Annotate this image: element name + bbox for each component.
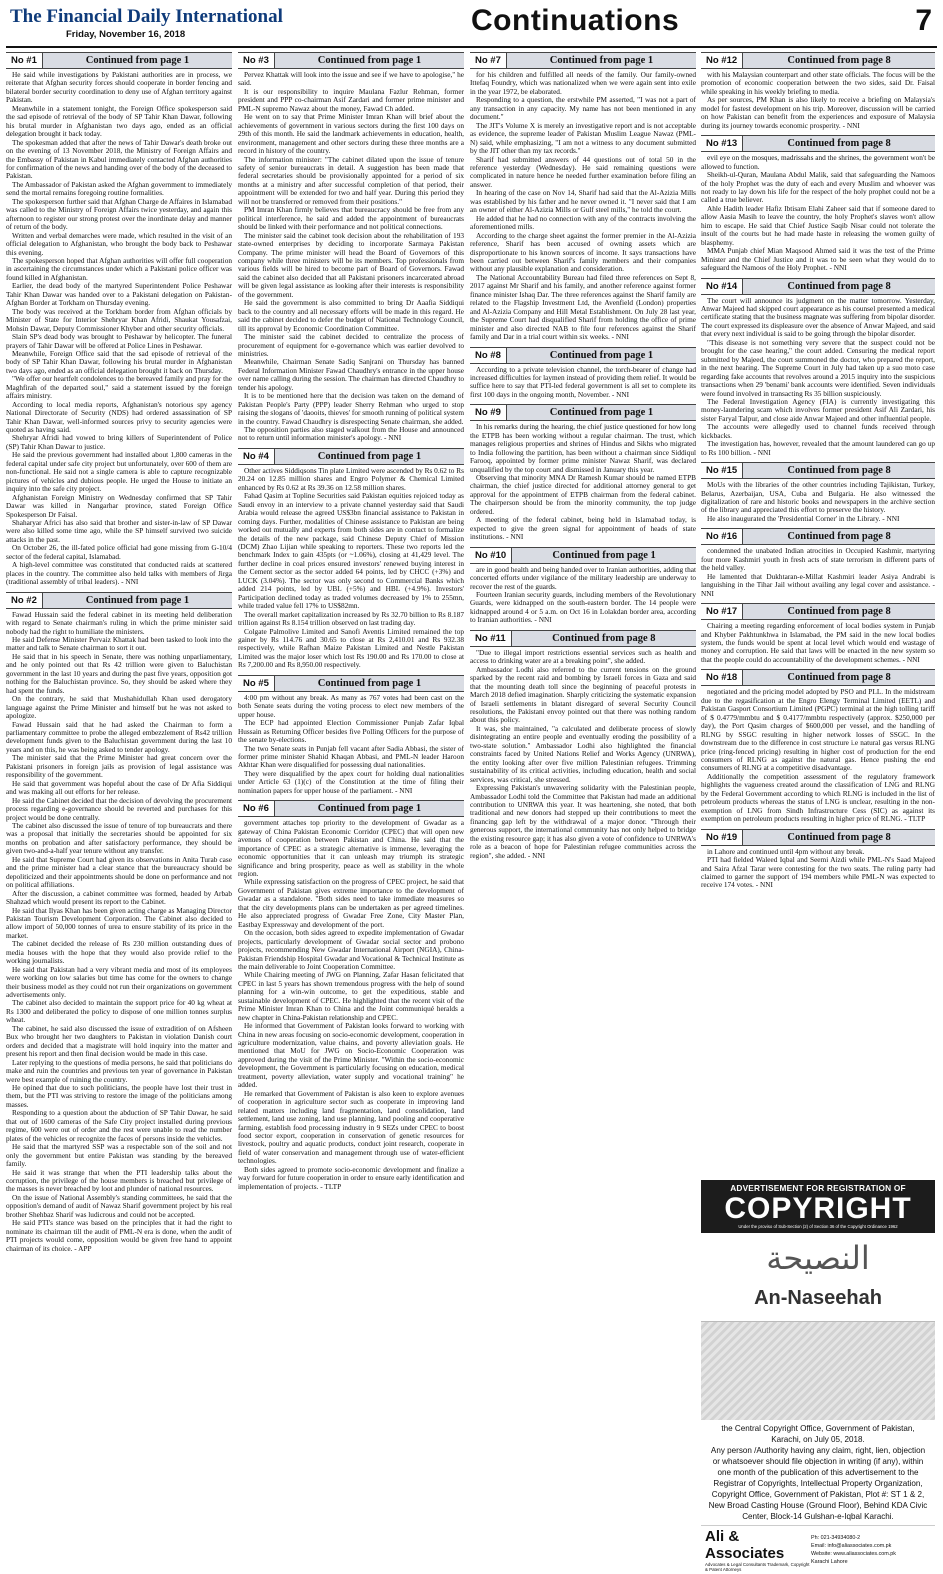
story-number: No #8 [470, 348, 507, 363]
story-paragraph: The cabinet decided the release of Rs 230 million outstanding dues of media houses with the hope that they would also provide relief to the working journalists. [6, 939, 232, 966]
story-paragraph: According to a private television channel, the torch-bearer of change had increased difficulties for laymen instead of providing them relief. It would be suffice here to say that PTI-led federal government is all set to complete its first 100 days in the ongoing month, November. - NNI [470, 364, 696, 399]
story-paragraph: The Ambassador of Pakistan asked the Afghan government to immediately send the mortal remains foregoing routine formalities. [6, 179, 232, 198]
story-9 [470, 404, 696, 541]
story-continuation-title: Continued from page 1 [317, 450, 422, 462]
story-paragraph: He said while investigations by Pakistani authorities are in process, we reiterate that Afghan security forces should cooperate in border fencing and bilateral border security coordination to deny use of Afghan territory against Pakistan. [6, 70, 232, 105]
story-3 [238, 52, 464, 443]
story-number: No #3 [238, 53, 275, 68]
story-paragraph: He said the Cabinet decided that the decision of devolving the procurement process regarding e-governance should be reverted and purchases for this project would be done centrally. [6, 795, 232, 822]
ad-notice-line-2: Any person /Authority having any claim, right, lien, objection or whatsoever should file objection in writing (if any), within one month of the publication of this advertisement to the Registrar of Copyrights, Intellectual Property Organization, Copyright Office, Government of Pakistan, Plot #: ST 1 & 2, New Broad Casting House (Ground Floor), Behind KDA Civic Center, Block-14 Gulshan-e-Iqbal Karachi. [708, 1446, 928, 1521]
story-paragraph: Sharif had submitted answers of 44 questions out of total 50 in the reference yesterday (Wednesday). He said remaining questions were complicated in nature hence he needed further examination before filing an answer. [470, 154, 696, 189]
law-firm-tagline: Advocates & Legal Consultants Trademark, Copyright & Patent Attorneys [705, 1562, 810, 1572]
story-continuation-title: Continued from page 8 [787, 280, 891, 292]
story-paragraph: "We offer our heartfelt condolences to the bereaved family and pray for the Maghfirah of the departed soul," said a statement issued by the foreign affairs ministry. [6, 374, 232, 401]
story-paragraph: negotiated and the pricing model adopted by PSO and PLL. In the midstream due to the regasification at the Engro Elengy Terminal Limited (EETL) and Pakistan Gasport Consortium Limited (PGPC) terminal at the high tolling tariff of $ 0.4779/mmbtu and $ 0.4177/mmbtu respectively (approx. $250,000 per day), the Port Qasim charges of $600,000 per vessel, and the handling of RLNG by SSGC resulting in higher network losses of SSGC. In the downstream due to the difference in cost structure i.e natural gas versus RLNG price (ring-fenced pricing) resulting in higher cost of production for the end consumers of RLNG as against the natural gas. Hence pushing the end consumers of RLNG at a competitive disadvantage. [701, 687, 935, 773]
column-3 [470, 52, 696, 1550]
story-paragraph: Later replying to the questions of media persons, he said that politicians do make and ruin the countries and previous ten year of governance in Pakistan were best example of ruining the country. [6, 1057, 232, 1084]
story-paragraph: While expressing satisfaction on the progress of CPEC project, he said that Government of Pakistan gives extreme importance to the development of Gwadar as a standalone. "Both sides need to take immediate measures so that the city developments plans can be undertaken as per agreed timelines. He also appreciated progress of Gwadar Free Zone, City Master Plan, Eastbay Expressway and development of the port. [238, 877, 464, 929]
story-paragraph: Responding to a question, the erstwhile PM asserted, "I was not a part of any transaction in any capacity. My name has not been mentioned in any document." [470, 95, 696, 122]
story-paragraph: The investigation has, however, revealed that the amount laundered can go up to Rs 100 billion. - NNI [701, 439, 935, 457]
story-header [238, 800, 464, 817]
story-paragraph: The Federal Investigation Agency (FIA) is currently investigating this money-laundering scam which involves former president Asif Ali Zardari, his sister Faryal Talpur, and close aide Anwar Majeed and other influential people. [701, 396, 935, 423]
story-continuation-title: Continued from page 1 [549, 55, 654, 66]
story-continuation-title: Continued from page 8 [787, 55, 891, 66]
story-4 [238, 448, 464, 670]
story-14 [701, 278, 935, 458]
story-number: No #4 [238, 449, 275, 464]
story-paragraph: It was, she maintained, "a calculated and deliberate process of slowly disintegrating an entire people and eventually eroding the possibility of a two-state solution." Ambassador Lodhi also highlighted the financial constraints faced by United Nations Relief and Works Agency (UNRWA), the entity looking after over five million Palestinian refugees. Trimming sustainability of its critical activities, including education, health and social services, was critical, she stressed. [470, 723, 696, 784]
story-header [701, 135, 935, 152]
story-15 [701, 462, 935, 523]
story-number: No #1 [6, 53, 43, 68]
story-continuation-title: Continued from page 1 [549, 349, 654, 361]
story-paragraph: He added that he had no connection with any of the contracts involving the aforementioned mills. [470, 213, 696, 232]
story-paragraph: Meanwhile in a statement tonight, the Foreign Office spokesperson said the sad episode of retrieval of the body of SP Tahir Khan Dawar, following his brutal murder in Afghanistan two days ago, ended as an official delegation brought it back today. [6, 103, 232, 139]
story-continuation-title: Continued from page 1 [85, 594, 190, 606]
ad-notice-line-1: the Central Copyright Office, Government of Pakistan, Karachi, on July 05, 2018. [721, 1424, 915, 1444]
story-paragraph: He said the previous government had installed about 1,800 cameras in the federal capital under safe city project but unfortunately, over 600 of them are non-functional. He said not a single camera is able to capture recognizable pictures of vehicles and dubious people. He urged the House to initiate an inquiry into the safe city project. [6, 450, 232, 494]
story-paragraph: "This disease is not something very severe that the suspect could not be brought for the case hearing," the court added. Censuring the medical report submitted by Majeed, the court summoned the doctor, who prepared the report, in the next hearing. The Supreme Court in July had taken up a suo moto case regarding fake accounts that revolves around a 2015 inquiry into the suspicious transactions when 29 'benami' bank accounts were identified. Seven individuals were found involved in transacting Rs 35 billion suspiciously. [701, 337, 935, 398]
story-header [701, 669, 935, 686]
story-8 [470, 347, 696, 400]
story-paragraph: Fawad Hussain said the federal cabinet in its meeting held deliberation with regard to Senate chairman's ruling in which the prime minister said nobody had the right to humiliate the ministers. [6, 609, 232, 636]
story-paragraph: Responding to a question about the abduction of SP Tahir Dawar, he said that out of 1600 cameras of the Safe City project installed during previous regime, 600 were out of order and the rest were unable to read the number plates of the vehicles or recognize the faces of persons inside the vehicles. [6, 1108, 232, 1143]
story-header [470, 404, 696, 421]
story-number: No #14 [701, 279, 743, 294]
story-paragraph: He informed that Government of Pakistan looks forward to working with China in new areas focusing on socio-economic development, cooperation in agriculture modernization, value chains, and poverty alleviation goals. He mentioned that MoU for JWG on Socio-Economic Cooperation was approved during the visit of the Prime Minister. "Within the socio-economic development, the Government is particularly focusing on education, medical treatment, poverty alleviation, water supply and vocational training" he added. [238, 1021, 464, 1090]
story-header [701, 603, 935, 620]
story-paragraph: It is our responsibility to inquire Maulana Fazlur Rehman, former president and PPP co-chairman Asif Zardari and former prime minister and PML-N supremo Nawaz about the money, Fawad Ch added. [238, 86, 464, 113]
story-paragraph: The accounts were allegedly used to channel funds received through kickbacks. [701, 422, 935, 440]
story-number: No #2 [6, 593, 43, 608]
story-11 [470, 630, 696, 860]
story-paragraph: He said that Pakistan had a very vibrant media and most of its employees were working on low salaries but time has come for the owners to change their business model as they could not run their organizations on government advertisements only. [6, 964, 232, 1000]
story-number: No #5 [238, 676, 275, 691]
story-number: No #16 [701, 529, 743, 544]
contact-website: Website: www.aliassociates.com.pk [811, 1551, 896, 1557]
law-firm-name: Ali & Associates [705, 1528, 785, 1562]
story-paragraph: Additionally the competition assessment of the regulatory framework highlights the vagueness created around the classification of LNG and RLNG by the Federal Government according to which RLNG is included in the list of petroleum products whereas the status of LNG is unclear, resulting in the non-exemption of LNG from Sindh Infrastructure Cess (SIC) as against its exemption on petroleum products resulting in higher price of RLNG. - TLTP [701, 771, 935, 824]
story-2 [6, 592, 232, 1253]
story-continuation-title: Continued from page 1 [317, 55, 422, 66]
story-paragraph: PM Imran Khan firmly believes that bureaucracy should be free from any political interference, he said and added the appointment of bureaucrats should be linked with their performance and not political connections. [238, 205, 464, 232]
story-16 [701, 528, 935, 598]
story-paragraph: The overall market capitalization increased by Rs 32.70 billion to Rs 8.187 trillion against Rs 8.154 trillion observed on last trading day. [238, 609, 464, 628]
story-paragraph: In hearing of the case on Nov 14, Sharif had said that the Al-Azizia Mills was established by his father and he never owned it. "I never said that I am an owner of either Al-Azizia Mills or Gulf steel mills," he told the court. [470, 188, 696, 215]
story-paragraph: He went on to say that Prime Minister Imran Khan will brief about the achievements of government in various sectors during the first 100 days on 29th of this month. He said the landmark achievements in education, health, environment, management and other sectors during these three months are a record in history of the country. [238, 112, 464, 156]
story-paragraph: The cabinet, he said also discussed the issue of extradition of on Afsheen Bux who brought her two daughters to Pakistan in violation Danish court orders and decided that a magistrate will hold inquiry into the matter and present his report and then final decision would be made in this case. [6, 1023, 232, 1059]
ad-footer [701, 1525, 935, 1574]
story-number: No #18 [701, 670, 743, 685]
story-number: No #13 [701, 136, 743, 151]
column-2 [238, 52, 464, 1550]
story-paragraph: Meanwhile, Foreign Office said that the sad episode of retrieval of the body of SP Tahir Khan Dawar, following his brutal murder in Afghanistan two days ago, ended as an official delegation brought it back on Thursday. [6, 348, 232, 375]
story-18 [701, 669, 935, 823]
story-paragraph: Colgate Palmolive Limited and Sanofi Aventis Limited remained the top gainer by Rs 114.76 and 30.65 to close at Rs 2,410.01 and Rs 932.38 respectively, while Rafhan Maize Pakistan Limited and Nestle Pakistan Limited was the major loser which lost Rs 190.00 and Rs 170.00 to close at Rs 7,200.00 and Rs 8,950.00 respectively. [238, 626, 464, 670]
story-6 [238, 800, 464, 1191]
story-paragraph: in Lahore and continued until 4pm without any break. [707, 846, 865, 856]
story-paragraph: for his children and fulfilled all needs of the family. Our family-owned Ittefaq Foundry, which was nationalized when we were again sent into exile in the year 1972, be elaborated. [470, 70, 696, 96]
story-continuation-title: Continued from page 1 [317, 803, 422, 815]
masthead [6, 4, 938, 46]
story-paragraph: On the occasion, both sides agreed to expedite implementation of Gwadar projects, particularly development of Gwadar social sector and probono projects, recommending New Gwadar International Airport (NGIA), China-Pakistan Friendship Hospital Gwadar and Vocational & Technical Institute as the main deliverable to Joint Cooperation Committee. [238, 928, 464, 971]
story-paragraph: The cabinet also decided to maintain the support price for 40 kg wheat at Rs 1300 and deliberated the policy to dispose of one million tonnes surplus wheat. [6, 998, 232, 1025]
story-paragraph: He said that Ilyas Khan has been given acting charge as Managing Director Pakistan Tourism Development Corporation. The Cabinet also decided to allow import of 50,000 tonnes of urea to ensure stability of its price in the market. [6, 905, 232, 940]
story-paragraph: Pervez Khattak will look into the issue and see if we have to apologise," he said. [238, 70, 464, 88]
story-continuation-title: Continued from page 8 [787, 138, 891, 150]
story-paragraph: Shaharyar Africi has also said that brother and sister-in-law of SP Dawar were also killed some time ago, while the SP himself survived two suicide attacks in the past. [6, 518, 232, 544]
story-header [238, 448, 464, 465]
page-number: 7 [915, 4, 932, 37]
story-paragraph: He said that Supreme Court had given its observations in Anita Turab case and the prime minister had a clear stance that the bureaucracy should be depoliticized and their appointments should be done on performance and not on political affiliations. [6, 854, 232, 890]
story-header [701, 829, 935, 846]
story-paragraph: The cabinet also discussed the issue of tenure of top bureaucrats and there was a proposal that initially the secretaries should be appointed for six months on probation and after satisfactory performance, they should be given two-and-a-half year tenure without any transfer. [6, 820, 232, 856]
story-header [6, 52, 232, 69]
story-continuation-title: Continued from page 8 [787, 831, 891, 843]
story-continuation-title: Continued from page 8 [787, 672, 891, 684]
story-paragraph: It is to be mentioned here that the decision was taken on the demand of Pakistan People's Party (PPP) leader Sherry Rehman who urged to stop raising the slogans of 'daooits, thieves' for smooth running of political system in the country. Fawad Chaudhry is disrespecting Senate chairman, she added. [238, 391, 464, 426]
story-paragraph: He said the government is also committed to bring Dr Aaafia Siddiqui back to the country and all necessary efforts will be made in this regard. He said the cabinet decided to defer the budget of National Technology Council, till its approval by Economic Coordination Committee. [238, 298, 464, 333]
story-paragraph: Earlier, the dead body of the martyred Superintendent Police Peshawar Tahir Khan Dawar was handed over to a Pakistani delegation on Pakistan-Afghan Border at Torkham on Thursday evening. [6, 281, 232, 308]
story-paragraph: He said Defense Minister Pervaiz Khattak had been tasked to look into the matter and talk to Senate chairman to sort it out. [6, 635, 232, 653]
story-paragraph: Afghanistan Foreign Ministry on Wednesday confirmed that SP Tahir Dawar was killed in Nangarhar province, stated Foreign Office Spokesperson Dr Faisal. [6, 492, 232, 519]
story-paragraph: MMA Punjab chief Mian Maqsood Ahmed said it was the test of the Prime Minister and the Chief Justice and it was to be seen what they would do to safeguard the Namoos of the Holy Prophet. - NNI [701, 246, 935, 273]
story-paragraph: According to local media reports, Afghanistan's notorious spy agency National Directorate of Security (NDS) had ordered assassination of SP Tahir Khan Dawar, well-informed sources privy to security agencies were quoted as having said. [6, 399, 232, 435]
story-paragraph: "Due to illegal import restrictions essential services such as health and access to drinking water are at a breaking point", she added. [470, 647, 696, 666]
story-paragraph: The spokesman added that after the news of Tahir Dawar's death broke out on the evening of 13 November 2018, the Ministry of Foreign Affairs and the Embassy of Pakistan in Kabul immediately contacted Afghan authorities for confirmation of the news and handing over of the body of the deceased to Pakistan. [6, 137, 232, 181]
story-paragraph: After the discussion, a cabinet committee was formed, headed by Arbab Shahzad which would present its report to the Cabinet. [6, 888, 232, 907]
story-paragraph: condemned the unabated Indian atrocities in Occupied Kashmir, martyring four more Kashmiri youth in fresh acts of state terrorism in different parts of the held valley. [701, 546, 935, 573]
story-12 [701, 52, 935, 130]
law-firm-contact [811, 1534, 931, 1566]
story-paragraph: Other actives Siddiqsons Tin plate Limited were ascended by Rs 0.62 to Rs 20.24 on 12.85 million shares and Engro Polymer & Chemical Limited enhanced by Rs 0.62 at Rs 39.36 on 12.58 million shares. [238, 465, 464, 492]
story-header [701, 528, 935, 545]
story-paragraph: Ahle Hadith leader Hafiz Ibtisam Elahi Zaheer said that if someone dared to allow Aasia Masih to leave the country, the holy Prophet's slaves won't allow him to escape. He said that Chief Justice Saqib Nisar could not tolerate the insult of the courts but he had made haste in releasing the women guilty of blasphemy. [701, 203, 935, 247]
column-1 [6, 52, 232, 1550]
contact-phone: Ph: 021-34934080-2 [811, 1535, 861, 1541]
story-paragraph: PTI had fielded Waleed Iqbal and Seemi Aizdi while PML-N's Saad Majeed and Saira Afzal Tarar were contesting for the two seats. The ruling party had claimed to garner the support of 194 members while PML-N was expected to receive 174 votes. - NNI [701, 855, 935, 890]
ad-notice-text [701, 1420, 935, 1525]
story-paragraph: He said PTI's stance was based on the principles that it had the right to nominate its chairman till the audit of PML-N era is done, when the audit of PTI projects would come, opposition would be given free hand to appoint chairman of its choice. - APP [6, 1218, 232, 1253]
story-paragraph: 4:00 pm without any break. As many as 767 votes had been cast on the both Senate seats during the voting process to elect new members of the upper house. [238, 692, 464, 719]
section-title: Continuations [471, 4, 680, 37]
story-header [238, 52, 464, 69]
story-header [470, 630, 696, 647]
story-paragraph: The National Accountability Bureau had filed three references on Sept 8, 2017 against Mr Sharif and his family, and another reference against former finance minister Ishaq Dar. The three references against the Sharif family are related to the Flagship Investment Ltd, the Avenfield (London) properties and Al-Azizia Company and Hill Metal Establishment. On July 28 last year, the Supreme Court had disqualified Sharif from holding the office of prime minister and also directed NAB to file four references against the Sharif family and Dar in a trial court within six weeks. - NNI [470, 272, 696, 342]
newspaper-name: The Financial Daily International [10, 6, 283, 27]
story-paragraph: The information minister: "The cabinet dilated upon the issue of tenure safety of senior bureaucrats in detail. A suggestion has been made that federal secretaries should be provisionally appointed for a period of six months at a ministry and after successful completion of that period, their appointment will be extended for two and half year. During this period they will not be transferred or removed from their positions." [238, 154, 464, 206]
contact-cities: Karachi Lahore [811, 1559, 848, 1565]
story-header [6, 592, 232, 609]
story-paragraph: He said that the martyred SSP was a respectable son of the soil and not only the government but entire Pakistan was standing by the bereaved family. [6, 1142, 232, 1169]
contact-email: Email: info@aliassociates.com.pk [811, 1543, 892, 1549]
story-paragraph: The body was received at the Torkham border from Afghan officials by Minister of State for Interior Shehryar Khan Afridi, Shaukat Yousafzai, Mohsin Dawar, Deputy Commissioner Khyber and other security officials. [6, 306, 232, 333]
story-paragraph: On the issue of National Assembly's standing committees, he said that the opposition's demand of audit of Nawaz Sharif government project by his real brother Shehbaz Sharif was ludicrous and could not be accepted. [6, 1192, 232, 1219]
story-continuation-title: Continued from page 8 [787, 465, 891, 477]
story-continuation-title: Continued from page 1 [85, 55, 190, 66]
story-paragraph: He lamented that Dukhtaran-e-Millat Kashmiri leader Asiya Andrabi is languishing in the Tihar Jail without availing any legal cover and assistance. - NNI [701, 571, 935, 598]
story-number: No #9 [470, 405, 507, 420]
story-paragraph: Fahad Qasim at Topline Securities said Pakistan equities rejoiced today as Saudi envoy in an interview to a private channel yesterday said that Saudi Arabia would release the agreed US$3bn financial assistance to Pakistan in coming days. Further, modalities of Chinese assistance to Pakistan are being worked out mutually and experts from both sides are in contact to formalize the details of the new package, said Chinese Deputy Chief of Mission (DCM) Zhao Lijian while speaking to reporters. These two reports led the benchmark Index to gain 435pts (or ~1.06%), closing at 41,429 level. The further decline in coal prices ensured investors' renewed buying interest in the Cement sector as the sector added 64 points, led by CHCC (+3%) and LUCK (3.04%). The sector was only second to Commercial Banks which added 214 points, led by UBL (+5%) and HBL (+4.9%). Investors' Participation declined today as traded volumes decreased by 1% to 255mn, while traded value fell 17% to US$82mn. [238, 491, 464, 611]
an-naseehah-logo [701, 1233, 935, 1322]
story-continuation-title: Continued from page 1 [549, 407, 654, 419]
story-7 [470, 52, 696, 342]
story-paragraph: They were disqualified by the apex court for holding dual nationalities under Article 63 (1)(c) of the Constitution at the time of filing their nomination papers for upper house of the parliament. - NNI [238, 768, 464, 795]
story-paragraph: Fawad Hussain said that he had asked the Chairman to form a parliamentary committee to probe the alleged embezzlement of Rs42 trillion development funds given to the Baluchistan government during the last 10 years and on this, he was being asked to tender apology. [6, 719, 232, 754]
story-paragraph: According to the charge sheet against the former premier in the Al-Azizia reference, Sharif has been accused of owning assets which are disproportionate to his known sources of income. It says transactions have been carried out between Sharif's family members and their companies without any plausible explanation and consideration. [470, 230, 696, 274]
story-paragraph: While Chairing meeting of JWG on Planning, Zafar Hasan felicitated that CPEC in last 5 years has shown tremendous progress with the help of sound planning for a win-win outcome, to get the expeditious, stable and sustainable development of CPEC. He highlighted that the recent visit of the Prime Minister Imran Khan to China and the Joint communiqué heralds a new chapter in China-Pakistan relationship and CPEC. [238, 970, 464, 1022]
story-continuation-title: Continued from page 8 [787, 531, 891, 543]
story-paragraph: Expressing Pakistan's unwavering solidarity with the Palestinian people, Ambassador Lodhi told the Committee that Pakistan had made an additional contribution to UNRWA this year. It was heartening, she noted, that both traditional and new donors had stepped up their contributions to meet the financing gap left by the withdrawal of a major donor. "Through their generous support, the international community has not only helped to bridge the existing resource gap; it has also given a vote of confidence to UNRWA's role as a beacon of hope for Palestinian refugee communities across the region", she added. - NNI [470, 783, 696, 860]
story-continuation-title: Continued from page 1 [317, 677, 422, 689]
ad-pattern-area [701, 1322, 935, 1420]
ad-banner-subtitle: Under the proviso of Sub-Section (2) of Section 36 of the Copyright Ordinance 1962 [738, 1224, 898, 1229]
ad-banner [701, 1180, 935, 1233]
story-number: No #7 [470, 53, 507, 68]
story-paragraph: Shehryar Afridi had vowed to bring killers of Superintendent of Police (SP) Tahir Khan Dawar to justice. [6, 433, 232, 451]
story-paragraph: Sheikh-ul-Quran, Maulana Abdul Malik, said that safeguarding the Namoos of the holy Prophet was the duty of each and every Muslim and whoever was not ready to lay down his life for the respect of the holy prophet could not be a called a true believer. [701, 170, 935, 205]
story-paragraph: As per sources, PM Khan is also likely to receive a briefing on Malaysia's model for fastest development on his trip. Moreover, discussion will be carried on how Pakistan can benefit from the experiences and exposure of Malaysia during its journey towards economic prosperity. - NNI [701, 95, 935, 130]
story-paragraph: The ECP had appointed Election Commissioner Punjab Zafar Iqbal Hussain as Returning Officer besides five Polling Officers for the purpose of the senate by-elections. [238, 718, 464, 745]
story-paragraph: The opposition parties also staged walkout from the House and announced not to return until information minister's apology. - NNI [238, 425, 464, 443]
story-paragraph: He said it was strange that when the PTI leadership talks about the corruption, the privilege of the house members is breached but privilege of the masses is never breached by loot and plunder of national resources. [6, 1167, 232, 1194]
story-header [701, 278, 935, 295]
ad-banner-heading: ADVERTISEMENT FOR REGISTRATION OF [730, 1183, 906, 1193]
story-header [470, 52, 696, 69]
story-continuation-title: Continued from page 8 [787, 606, 891, 618]
story-paragraph: MoUs with the libraries of the other countries including Tajikistan, Turkey, Belarus, Azerbaijan, USA, Cuba and Bulgaria. He also witnessed the digitalization of rare and historic books and newspapers in the archive section of the library and appreciated this effort to preserve the history. [701, 480, 935, 515]
story-paragraph: Observing that minority MNA Dr Ramesh Kumar should be named ETPB chairman, the chief justice directed for additional attorney general to get approval for the appointment of ETPB chairman from the federal cabinet. The chairperson should be from the minority community, the top judge ordered. [470, 473, 696, 516]
story-number: No #6 [238, 801, 275, 816]
story-paragraph: He also inaugurated the 'Presidential Corner' in the Library. - NNI [707, 513, 900, 523]
logo-arabic-text: النصيحة [766, 1239, 870, 1277]
story-header [701, 52, 935, 69]
story-paragraph: The two Senate seats in Punjab fell vacant after Sadia Abbasi, the sister of former prime minister Shahid Khaqan Abbasi, and PML-N leader Haroon Akhtar Khan were disqualified for possessing dual nationalities. [238, 743, 464, 770]
story-paragraph: evil eye on the mosques, madrissahs and the shrines, the government won't be allowed to function. [701, 153, 935, 171]
story-paragraph: Slain SP's dead body was brought to Peshawar by helicopter. The funeral prayers of Tahir Dawar will be offered at Police Lines in Peshawar. [6, 332, 232, 350]
story-paragraph: On the contrary, he said that Mushahidullah Khan used derogatory language against the Prime Minister and himself but he was not asked to apologize. [6, 694, 232, 721]
story-13 [701, 135, 935, 272]
story-paragraph: The JIT's Volume X is merely an investigative report and is not acceptable as evidence, the supreme leader of Pakistan Muslim League Nawaz (PML-N) said, while emphasizing, "I am not a witness to any document submitted by the JIT other than my tax records." [470, 120, 696, 156]
story-paragraph: A meeting of the federal cabinet, being held in Islamabad today, is expected to give the green signal for appointment of heads of state institutions. - NNI [470, 515, 696, 542]
story-paragraph: The spokesperson further said that Afghan Charge de Affaires in Islamabad was called to the Ministry of Foreign Affairs twice yesterday, and again this afternoon to register our strong protest over the inordinate delay and manner of return of the body. [6, 196, 232, 232]
story-19 [701, 829, 935, 890]
story-paragraph: Fourteen Iranian security guards, including members of the Revolutionary Guards, were kidnapped on the south-eastern border. The 14 people were kidnapped around 4 or 5 a.m. on Oct 16 in Lolakdan border area, according to Iranian authorities. - NNI [470, 590, 696, 625]
story-5 [238, 675, 464, 795]
story-paragraph: He said that in his speech in Senate, there was nothing unparliamentary, and he only pointed out that Rs 42 trillion were given to Baluchistan government in the last 10 years and during the past five years, opposition got nothing for the Baluchistan province. So, they should be asked where they had spent the funds. [6, 651, 232, 695]
story-number: No #17 [701, 604, 743, 619]
story-10 [470, 547, 696, 625]
story-paragraph: Meanwhile, Chairman Senate Sadiq Sanjrani on Thursday has banned Federal Information Minister Fawad Chaudhry's entrance in the upper house over name calling during the session. The chairman has directed Chaudhry to tender his apology. [238, 357, 464, 392]
story-paragraph: The spokesperson hoped that Afghan authorities will offer full cooperation in ascertaining the circumstances under which a Pakistani police officer was found killed in Afghanistan. [6, 255, 232, 282]
story-paragraph: The minister said the cabinet took decision about the rehabilitation of 193 state-owned enterprises by deciding to incorporate Sarmaya Pakistan Company. The prime minister will head the Board of Governors of this company while three ministers will be its members. Top professionals from various fields will be hired to become part of Board of Governors. Fawad said the cabinet also decided that all Pakistani prisoners incarcerated abroad will be given legal assistance as looking after their interests is responsibility of the government. [238, 230, 464, 299]
story-paragraph: The minister said the cabinet decided to centralize the process of procurement of equipment for e-governance which was earlier devolved to ministries. [238, 332, 464, 358]
story-header [470, 347, 696, 364]
story-header [238, 675, 464, 692]
copyright-advertisement [701, 1180, 935, 1572]
masthead-rule [6, 46, 937, 48]
story-paragraph: He remarked that Government of Pakistan is also keen to explore avenues of cooperation in agriculture sector such as cooperate in improving land related matters including land fragmentation, land consolidation, land settlement, land use zoning, land use planning, land pooling and cooperative farming, establish food processing industry in 9 SEZs under CPEC to boost food sector export, cooperation in conservation of genetic resources for livestock, poultry and aquatic products, conduct joint research, cooperate in field of water conservation and management through use of water-efficient technologies. [238, 1088, 464, 1166]
story-number: No #15 [701, 463, 743, 478]
story-paragraph: are in good health and being handed over to Iranian authorities, adding that concerted efforts under vigilance of the military leadership are underway to recover the rest of the guards. [470, 564, 696, 591]
story-paragraph: On October 26, the ill-fated police official had gone missing from G-10/4 sector of the federal capital, Islamabad. [6, 543, 232, 561]
story-number: No #19 [701, 830, 743, 845]
story-1 [6, 52, 232, 587]
story-paragraph: Both sides agreed to promote socio-economic development and finalize a way forward for future cooperation in order to ensure early identification and implementation of projects. - TLTP [238, 1164, 464, 1191]
story-paragraph: A high-level committee was constituted that conducted raids at scattered places in the country. The committee also held talks with members of Jirga (traditional assembly of tribal leaders). - NNI [6, 560, 232, 587]
story-paragraph: Ambassador Lodhi also referred to the current tensions on the ground sparked by the recent raid and bombing by Israeli forces in Gaza and said that the mounting death toll since the beginning of peaceful protests in March 2018 defied imagination. Sharply criticizing the systematic expansion of Israeli settlements in blatant disregard of several Security Council resolutions, the Pakistani envoy pointed out that there was nothing random about this policy. [470, 664, 696, 725]
story-paragraph: Written and verbal demarches were made, which resulted in the visit of an official delegation to Afghanistan, who brought the body back to Peshawar this evening. [6, 230, 232, 257]
story-paragraph: In his remarks during the hearing, the chief justice questioned for how long the ETPB has been working without a regular chairman. The trust, which manages religious properties and shrines of Hindus and Sikhs who migrated to India following the partition, has been without a chairman since Siddiqul Farooq, appointed by former prime minister Nawaz Sharif, was declared unqualified by the top court and dismissed in January this year. [470, 422, 696, 474]
story-paragraph: He opined that due to such politicians, the people have lost their trust in them, but the PTI was striving to restore the image of the politicians among masses. [6, 1083, 232, 1109]
story-paragraph: Chairing a meeting regarding enforcement of local bodies system in Punjab and Khyber Pakhtunkhwa in Islamabad, the PM said in the new local bodies system, the funds would be spent at local level which would end wastage of money and corruption. He said that laws will be enacted in the new system so that the people could do accountability of the development schemes. - NNI [701, 621, 935, 664]
story-header [701, 462, 935, 479]
story-header [470, 547, 696, 564]
story-paragraph: The minister said that the Prime Minister had great concern over the Pakistani prisoners in foreign jails as provision of legal assistance was responsibility of the government. [6, 753, 232, 780]
law-firm-logo [705, 1528, 811, 1572]
story-paragraph: with his Malaysian counterpart and other state officials. The focus will be the promotion of economic cooperation between the two sides, said Dr. Faisal while speaking in his weekly briefing to media. [701, 70, 935, 96]
issue-date: Friday, November 16, 2018 [66, 29, 186, 40]
story-paragraph: He said that government was hopeful about the case of Dr Afia Siddiqui and was making all out efforts for her release. [6, 778, 232, 797]
story-number: No #11 [470, 631, 512, 646]
story-paragraph: government attaches top priority to the development of Gwadar as a gateway of China Pakistan Economic Corridor (CPEC) that will open new avenues of cooperation between Pakistan and China. He said that the importance of CPEC as a strategic alternative is immense, leveraging the economic opportunities that it can unleash may triumph its strategic significance and bring prosperity, peace as well as stability in the whole region. [238, 818, 464, 878]
story-number: No #10 [470, 548, 512, 563]
logo-english-text: An-Naseehah [754, 1287, 882, 1309]
story-number: No #12 [701, 53, 743, 68]
story-17 [701, 603, 935, 664]
story-paragraph: The court will announce its judgment on the matter tomorrow. Yesterday, Anwar Majeed had skipped court appearance as his counsel presented a medical certificate stating that the business magnate was suffering from bipolar disorder. The court expressed its displeasure over the absence of Anwar Majeed, and said that every next individual is said to be going through the bipolar disorder. [701, 295, 935, 339]
story-continuation-title: Continued from page 1 [552, 549, 656, 561]
story-continuation-title: Continued from page 8 [552, 632, 656, 644]
ad-banner-title: COPYRIGHT [724, 1192, 912, 1225]
